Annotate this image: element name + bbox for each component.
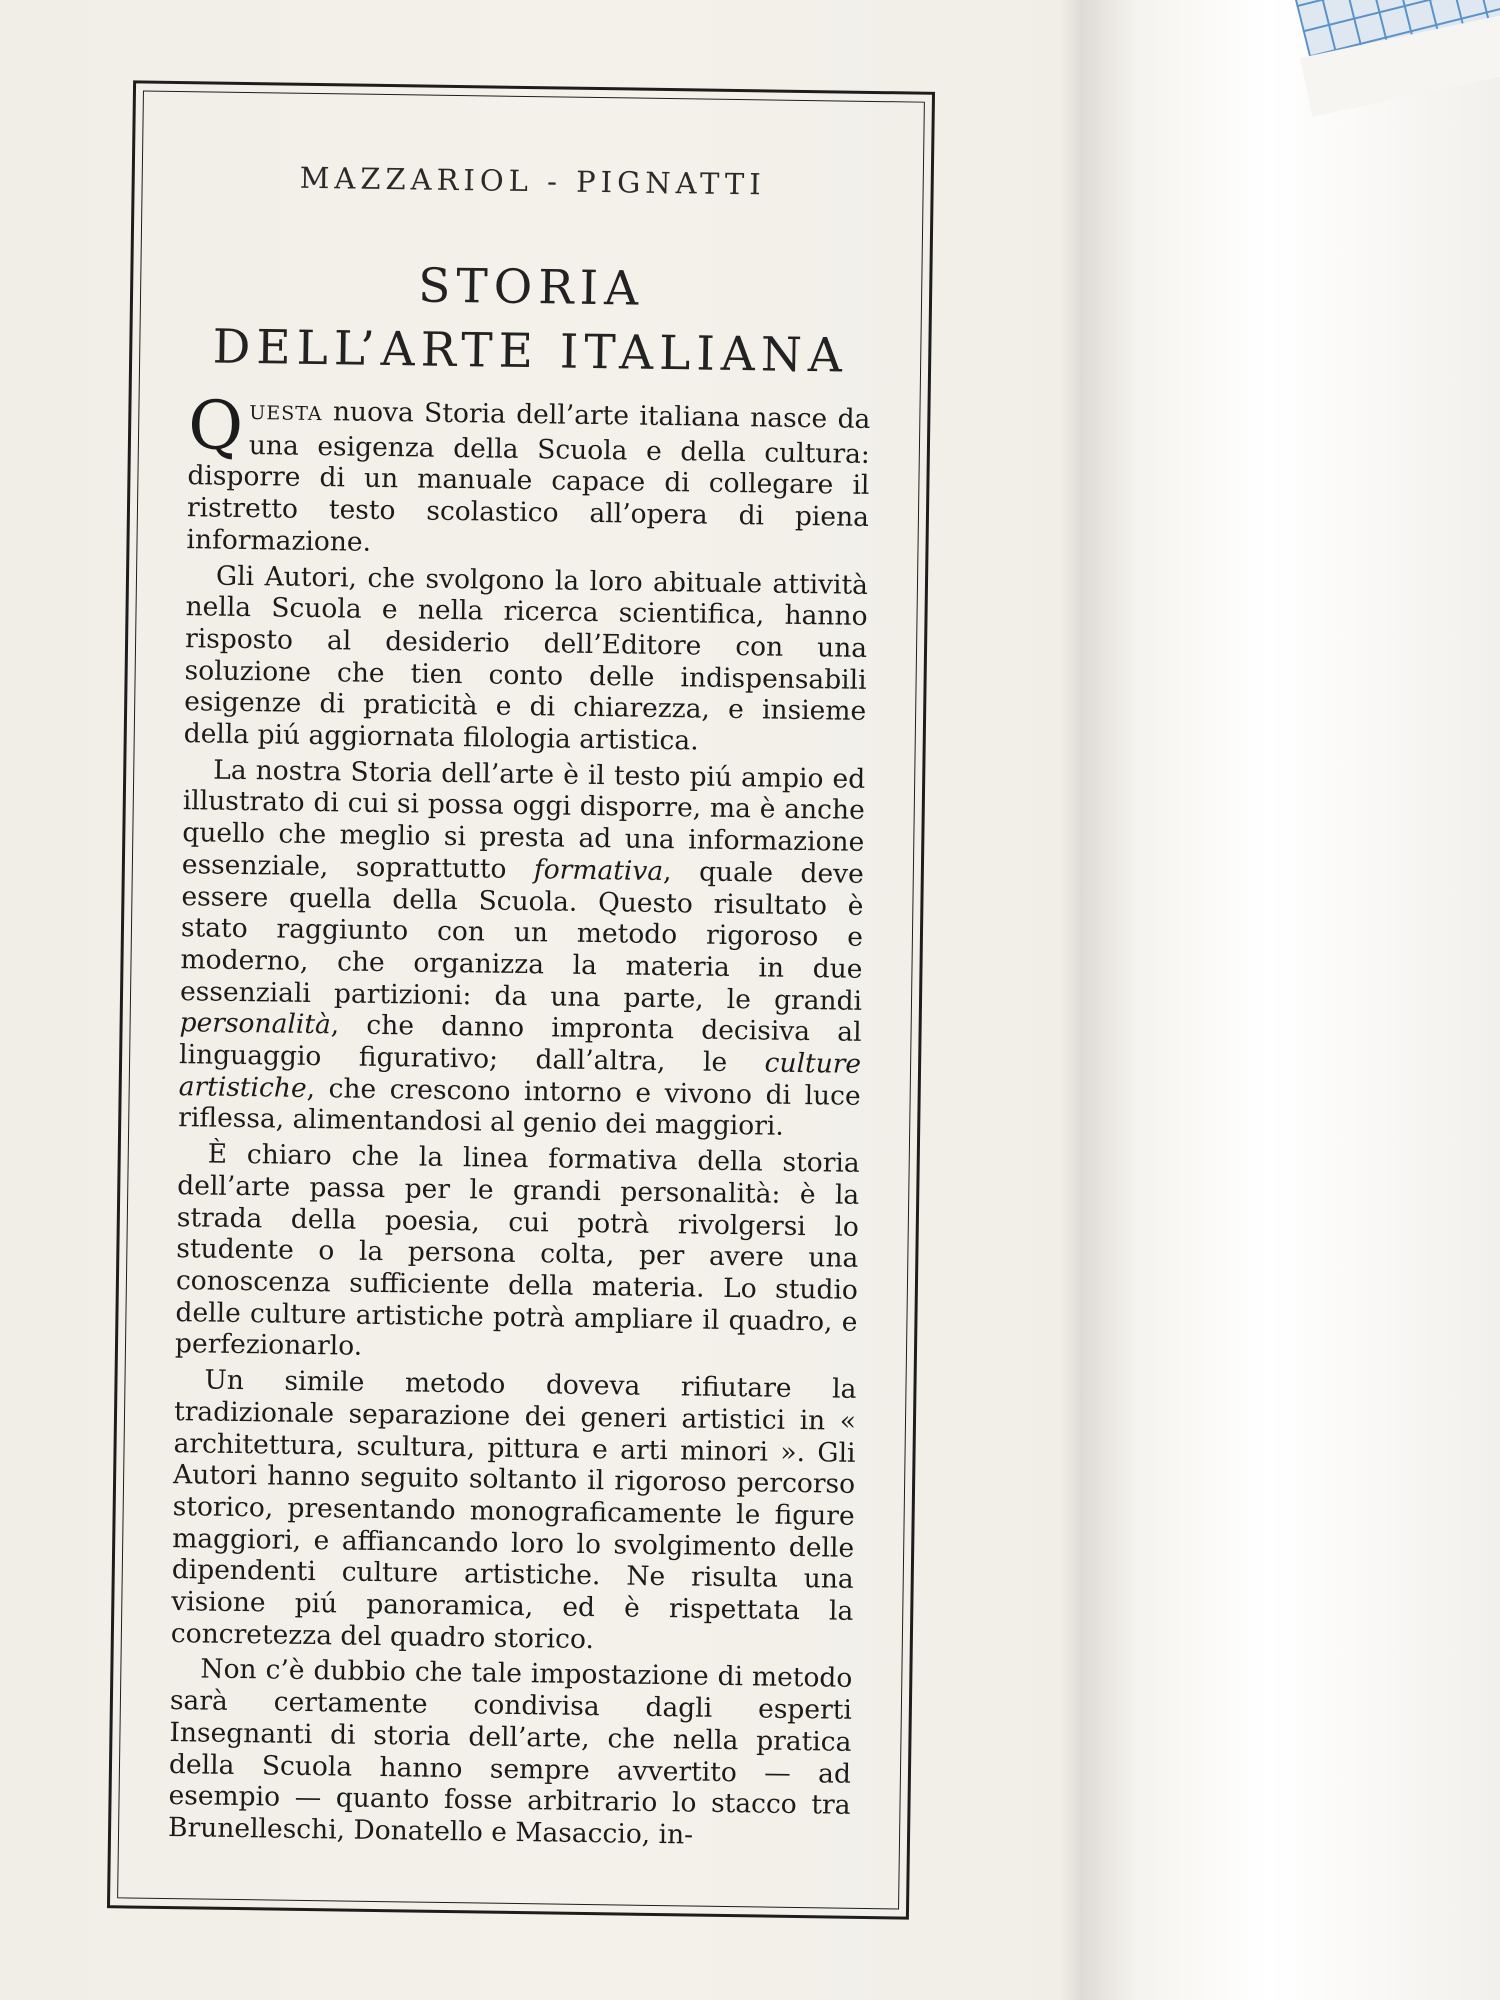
paragraph-4: È chiaro che la linea formativa della storia dell’arte passa per le grandi personalità: è la strada della poesia, cui potrà rivolgersi lo studente o la persona colta, per avere una conoscenza sufficiente della materia. Lo studio delle culture artistiche potrà ampliare il quadro, e perfezionarlo. <box>174 1138 860 1363</box>
book-title <box>129 250 933 389</box>
paragraph-3-part-a: La nostra Storia dell’arte è il testo piú ampio ed illustrato di cui si possa oggi disporre, ma è anche quello che meglio si presta ad una informazione essenziale, soprattutto <box>181 754 866 886</box>
authors-heading: MAZZARIOL - PIGNATTI <box>299 160 766 202</box>
drop-cap: Q <box>187 386 244 465</box>
paragraph-5: Un simile metodo doveva rifiutare la tradizionale separazione dei generi artistici in « architettura, scultura, pittura e arti minori ». Gli Autori hanno seguito soltanto il rigoroso percorso storico, presentando monograficamente le figure maggiori, e affiancando loro lo svolgimento delle dipendenti culture artistiche. Ne risulta una visione piú panoramica, ed è rispettata la concretezza del quadro storico. <box>170 1364 857 1655</box>
paragraph-1 <box>186 386 871 565</box>
title-line-1: STORIA <box>417 258 645 317</box>
right-page-blank <box>1080 0 1500 2000</box>
title-line-2: DELL’ARTE ITALIANA <box>212 319 849 384</box>
paragraph-3-part-b: , quale deve essere quella della Scuola. Questo risultato è stato raggiunto con un metodo rigoroso e moderno, che organizza la materia in due essenziali partizioni: da una parte, le grandi <box>179 855 865 1017</box>
paragraph-6: Non c’è dubbio che tale impostazione di metodo sarà certamente condivisa dagli esperti Insegnanti di storia dell’arte, che nella pratica della Scuola hanno sempre avvertito — ad esempio — quanto fosse arbitrario lo stacco tra Brunelleschi, Donatello e Masaccio, in- <box>167 1653 853 1851</box>
paragraph-1-text: nuova Storia dell’arte italiana nasce da una esigenza della Scuola e della cultura: disporre di un manuale capace di collegare il ristretto testo scolastico all’opera di piena informazione. <box>186 396 871 558</box>
paragraph-2: Gli Autori, che svolgono la loro abituale attività nella Scuola e nella ricerca scientifica, hanno risposto al desiderio dell’Editore con una soluzione che tien conto delle indispensabili esigenze di praticità e di chiarezza, e insieme della piú aggiornata filologia artistica. <box>183 560 869 757</box>
smallcaps-opening: UESTA <box>249 402 323 426</box>
italic-personalita: personalità <box>179 1007 331 1041</box>
framed-text-panel <box>107 80 935 1919</box>
paragraph-3-part-c: , che danno impronta decisiva al linguaggio figurativo; dall’altra, le <box>178 1009 862 1079</box>
italic-formativa: formativa <box>533 854 664 887</box>
description-body <box>167 386 871 1857</box>
italic-culture-artistiche: culture artistiche <box>178 1047 862 1104</box>
paragraph-3 <box>178 754 865 1144</box>
paragraph-3-part-d: , che crescono intorno e vivono di luce riflessa, alimentandosi al genio dei maggiori. <box>178 1072 861 1143</box>
